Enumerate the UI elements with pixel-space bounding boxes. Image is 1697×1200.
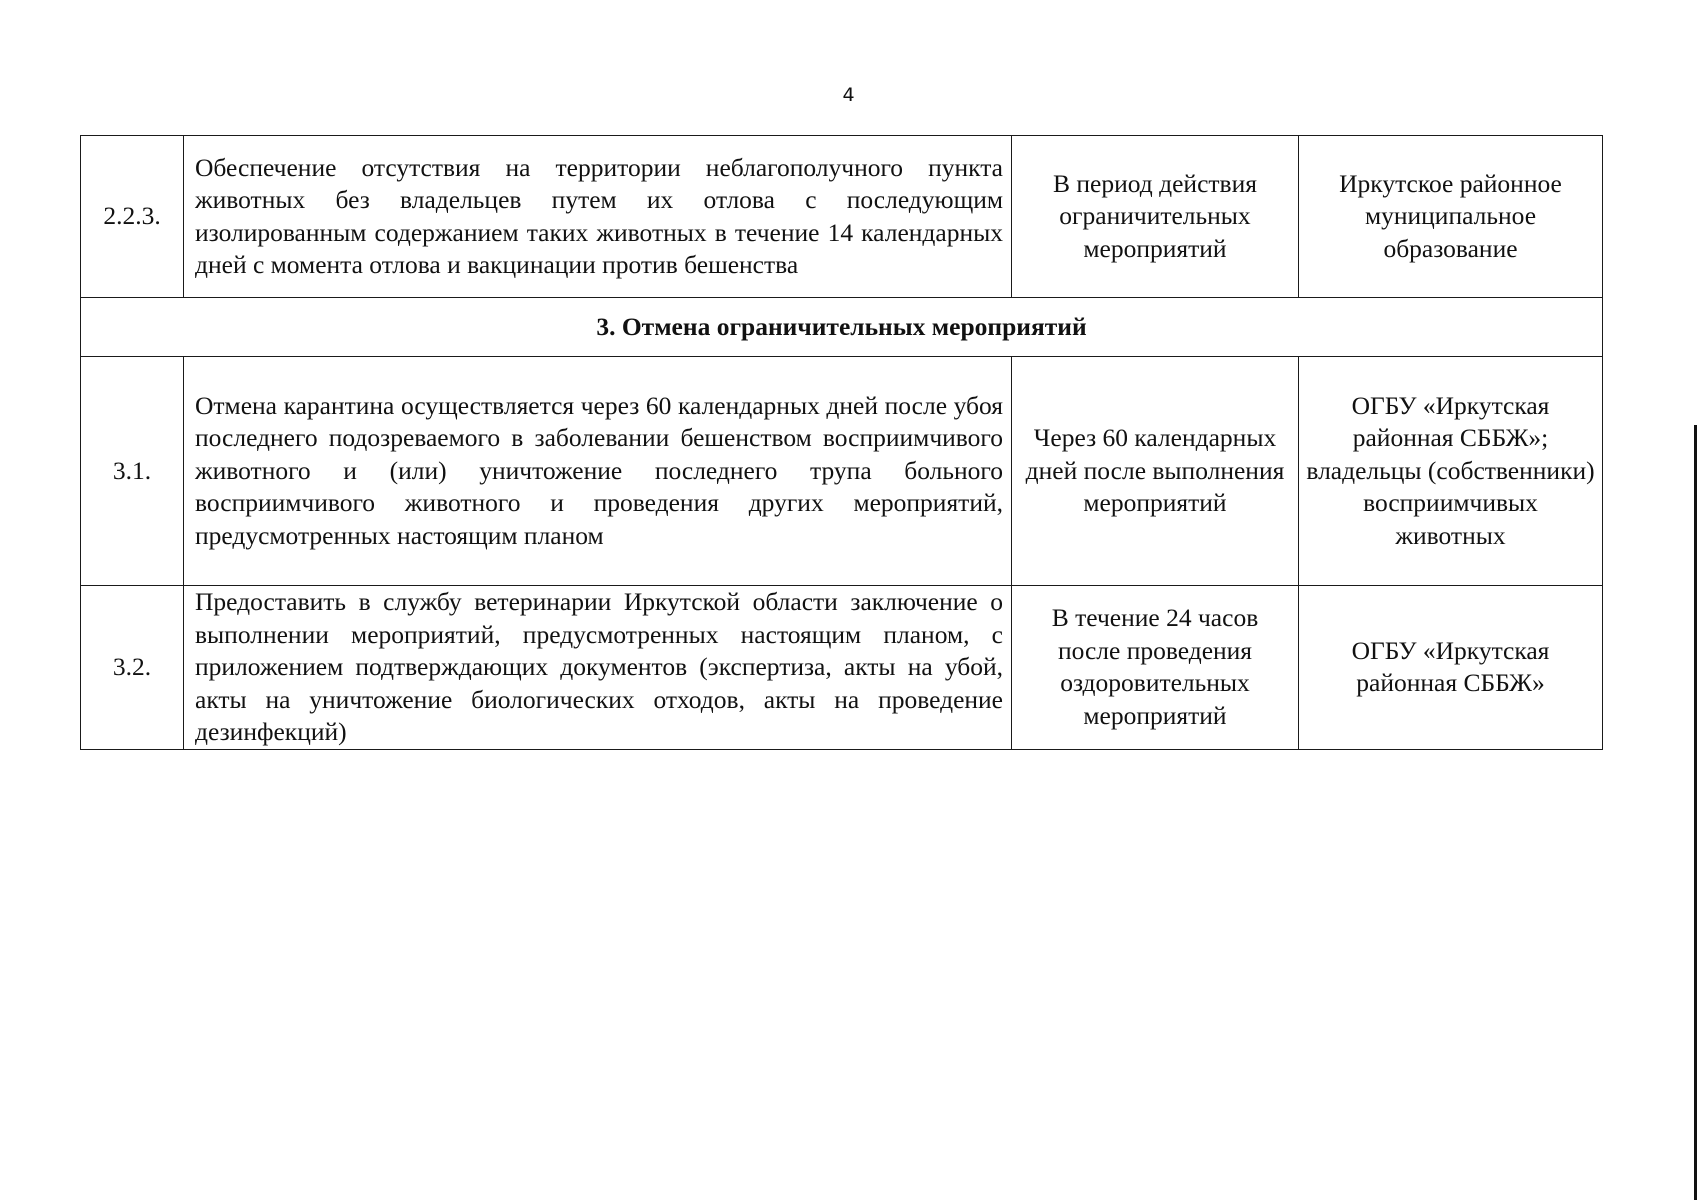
item-description: Обеспечение отсутствия на территории неблагополучного пункта животных без владельцев путем их отлова с последующим изолированным содержанием таких животных в течение 14 календарных дней с момента отлова и вакцинации против бешенства [184,136,1012,298]
page-number: 4 [842,84,855,106]
item-number: 2.2.3. [81,136,184,298]
table-row [81,357,1603,586]
section-title: 3. Отмена ограничительных мероприятий [81,298,1603,357]
item-responsible: ОГБУ «Иркутская районная СББЖ» [1299,586,1603,750]
item-term: В течение 24 часов после проведения оздоровительных мероприятий [1012,586,1299,750]
section-row [81,298,1603,357]
item-responsible: Иркутское районное муниципальное образование [1299,136,1603,298]
item-description: Отмена карантина осуществляется через 60 календарных дней после убоя последнего подозреваемого в заболевании бешенством восприимчивого животного и (или) уничтожение последнего трупа больного восприимчивого животного и проведения других мероприятий, предусмотренных настоящим планом [184,357,1012,586]
item-term: В период действия ограничительных мероприятий [1012,136,1299,298]
item-number: 3.1. [81,357,184,586]
item-responsible: ОГБУ «Иркутская районная СББЖ»; владельцы (собственники) восприимчивых животных [1299,357,1603,586]
table-row [81,586,1603,750]
item-number: 3.2. [81,586,184,750]
measures-table [80,135,1603,750]
item-term: Через 60 календарных дней после выполнения мероприятий [1012,357,1299,586]
item-description: Предоставить в службу ветеринарии Иркутской области заключение о выполнении мероприятий, предусмотренных настоящим планом, с приложением подтверждающих документов (экспертиза, акты на убой, акты на уничтожение биологических отходов, акты на проведение дезинфекций) [184,586,1012,750]
table-row [81,136,1603,298]
